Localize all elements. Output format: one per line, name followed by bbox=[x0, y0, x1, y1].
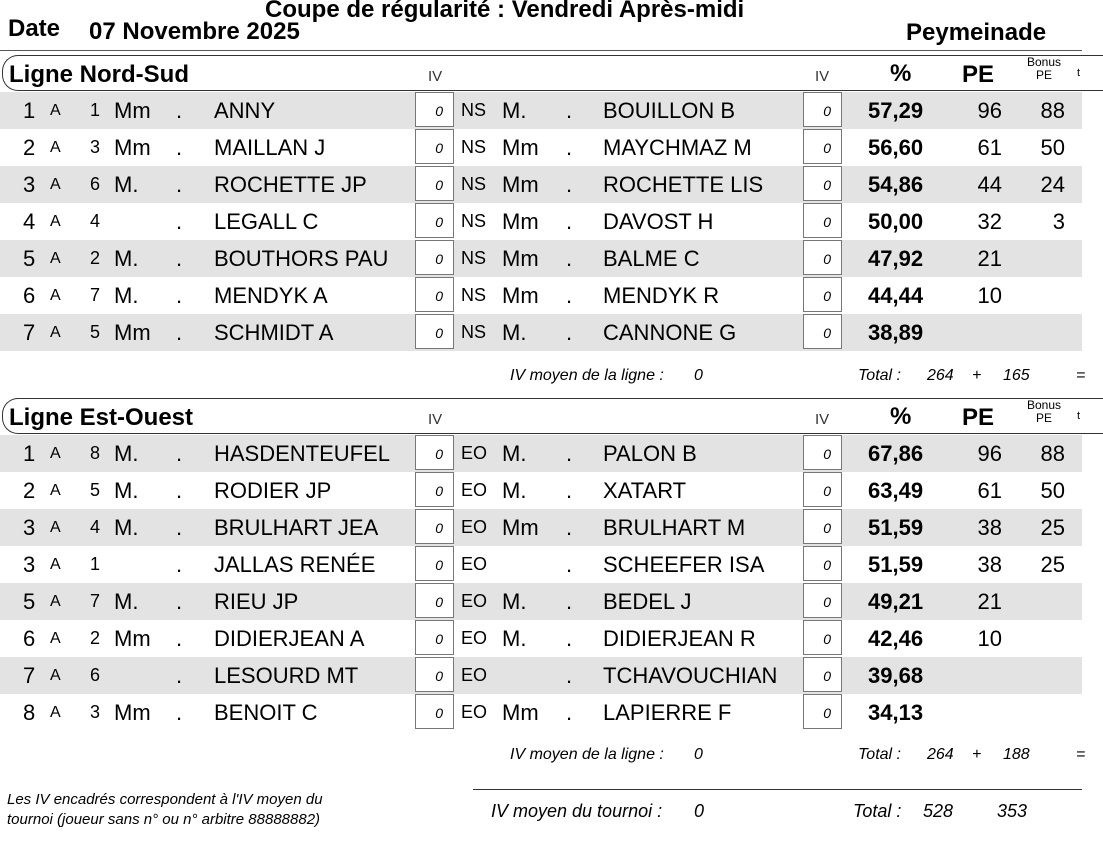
tournament-total-label: Total : bbox=[853, 801, 902, 821]
title-1: M. bbox=[114, 246, 139, 271]
dot-1: . bbox=[176, 246, 183, 271]
table-row bbox=[0, 435, 1082, 472]
tournament-total-pe: 528 bbox=[923, 801, 954, 821]
column-bonus-bottom: PE bbox=[1035, 68, 1052, 82]
section-title: Ligne Nord-Sud bbox=[9, 61, 189, 88]
title-2: Mm bbox=[502, 135, 539, 160]
iv-box-2: 0 bbox=[803, 509, 842, 544]
table-number: 1 bbox=[90, 554, 101, 574]
title-2: Mm bbox=[502, 246, 539, 271]
section-header bbox=[0, 55, 1082, 91]
dot-1: . bbox=[176, 135, 183, 160]
percentage: 34,13 bbox=[868, 700, 924, 725]
rank: 2 bbox=[23, 478, 36, 503]
iv-box-2: 0 bbox=[803, 694, 842, 729]
club-name: Peymeinade bbox=[906, 19, 1047, 46]
player-2-name: DAVOST H bbox=[603, 209, 714, 234]
iv-box-2: 0 bbox=[803, 657, 842, 692]
dot-2: . bbox=[566, 98, 573, 123]
player-2-name: MAYCHMAZ M bbox=[603, 135, 752, 160]
iv-box-2: 0 bbox=[803, 129, 842, 164]
iv-box-1: 0 bbox=[415, 694, 454, 729]
direction: NS bbox=[461, 322, 487, 342]
player-1-name: HASDENTEUFEL bbox=[214, 441, 391, 466]
dot-1: . bbox=[176, 283, 183, 308]
pe-points: 38 bbox=[977, 515, 1002, 540]
dot-1: . bbox=[176, 663, 183, 688]
iv-box-1: 0 bbox=[415, 129, 454, 164]
player-2-name: TCHAVOUCHIAN bbox=[603, 663, 778, 688]
table-number: 7 bbox=[90, 591, 101, 611]
title-1: M. bbox=[114, 441, 139, 466]
iv-box-2: 0 bbox=[803, 92, 842, 127]
player-flag: A bbox=[50, 630, 61, 647]
player-flag: A bbox=[50, 250, 61, 267]
player-flag: A bbox=[50, 519, 61, 536]
player-1-name: MAILLAN J bbox=[214, 135, 326, 160]
direction: NS bbox=[461, 285, 487, 305]
dot-2: . bbox=[566, 209, 573, 234]
player-2-name: BRULHART M bbox=[603, 515, 746, 540]
percentage: 51,59 bbox=[868, 515, 924, 540]
dot-1: . bbox=[176, 700, 183, 725]
dot-2: . bbox=[566, 589, 573, 614]
table-row bbox=[0, 509, 1082, 546]
column-iv-1: IV bbox=[428, 68, 443, 85]
dot-2: . bbox=[566, 172, 573, 197]
table-row bbox=[0, 546, 1082, 583]
player-1-name: DIDIERJEAN A bbox=[214, 626, 365, 651]
footnote-line-2: tournoi (joueur sans n° ou n° arbitre 88888882) bbox=[7, 811, 321, 828]
rank: 4 bbox=[23, 209, 36, 234]
title-2: Mm bbox=[502, 515, 539, 540]
iv-box-1: 0 bbox=[415, 620, 454, 655]
player-flag: A bbox=[50, 176, 61, 193]
player-2-name: PALON B bbox=[603, 441, 697, 466]
line-total-plus: + bbox=[972, 367, 982, 384]
table-row bbox=[0, 240, 1082, 277]
dot-1: . bbox=[176, 98, 183, 123]
player-1-name: BENOIT C bbox=[214, 700, 318, 725]
column-pe: PE bbox=[962, 404, 995, 431]
table-number: 7 bbox=[90, 285, 101, 305]
bonus-points: 88 bbox=[1040, 98, 1065, 123]
header-divider bbox=[0, 50, 1082, 51]
section-header bbox=[0, 398, 1082, 434]
iv-box-1: 0 bbox=[415, 546, 454, 581]
table-row bbox=[0, 92, 1082, 129]
iv-box-1: 0 bbox=[415, 435, 454, 470]
table-number: 3 bbox=[90, 702, 101, 722]
player-1-name: RIEU JP bbox=[214, 589, 299, 614]
bonus-points: 3 bbox=[1052, 209, 1065, 234]
title-1: M. bbox=[114, 589, 139, 614]
iv-box-1: 0 bbox=[415, 314, 454, 349]
bonus-points: 25 bbox=[1040, 515, 1065, 540]
dot-1: . bbox=[176, 515, 183, 540]
player-1-name: MENDYK A bbox=[214, 283, 328, 308]
title-2: M. bbox=[502, 626, 527, 651]
title-2: M. bbox=[502, 441, 527, 466]
player-1-name: SCHMIDT A bbox=[214, 320, 334, 345]
pe-points: 21 bbox=[977, 589, 1002, 614]
iv-box-2: 0 bbox=[803, 166, 842, 201]
table-row bbox=[0, 472, 1082, 509]
table-row bbox=[0, 583, 1082, 620]
percentage: 50,00 bbox=[868, 209, 924, 234]
line-total-equals: = bbox=[1076, 367, 1086, 384]
percentage: 44,44 bbox=[868, 283, 924, 308]
direction: EO bbox=[461, 591, 488, 611]
player-2-name: CANNONE G bbox=[603, 320, 737, 345]
iv-box-2: 0 bbox=[803, 314, 842, 349]
player-2-name: LAPIERRE F bbox=[603, 700, 732, 725]
direction: NS bbox=[461, 211, 487, 231]
column-pe: PE bbox=[962, 61, 995, 88]
table-number: 1 bbox=[90, 100, 101, 120]
iv-box-2: 0 bbox=[803, 583, 842, 618]
dot-2: . bbox=[566, 135, 573, 160]
rank: 3 bbox=[23, 515, 36, 540]
column-bonus bbox=[1022, 399, 1066, 425]
dot-2: . bbox=[566, 700, 573, 725]
pe-points: 10 bbox=[977, 283, 1002, 308]
percentage: 57,29 bbox=[868, 98, 924, 123]
percentage: 42,46 bbox=[868, 626, 924, 651]
direction: EO bbox=[461, 665, 488, 685]
table-row bbox=[0, 277, 1082, 314]
column-percent: % bbox=[890, 60, 912, 87]
column-extra: t bbox=[1077, 67, 1081, 79]
table-number: 5 bbox=[90, 322, 101, 342]
player-1-name: ANNY bbox=[214, 98, 276, 123]
title-1: Mm bbox=[114, 98, 151, 123]
direction: NS bbox=[461, 174, 487, 194]
pe-points: 32 bbox=[977, 209, 1002, 234]
player-flag: A bbox=[50, 213, 61, 230]
iv-box-1: 0 bbox=[415, 203, 454, 238]
line-total-label: Total : bbox=[858, 367, 901, 384]
title-1: M. bbox=[114, 515, 139, 540]
dot-2: . bbox=[566, 552, 573, 577]
player-2-name: BEDEL J bbox=[603, 589, 692, 614]
tournament-divider bbox=[473, 789, 1082, 790]
iv-box-2: 0 bbox=[803, 277, 842, 312]
player-1-name: RODIER JP bbox=[214, 478, 332, 503]
pe-points: 61 bbox=[977, 135, 1002, 160]
page-title: Coupe de régularité : Vendredi Après-midi bbox=[265, 0, 745, 23]
column-bonus-top: Bonus bbox=[1026, 398, 1062, 412]
bonus-points: 50 bbox=[1040, 478, 1065, 503]
direction: EO bbox=[461, 702, 488, 722]
percentage: 49,21 bbox=[868, 589, 924, 614]
player-1-name: BRULHART JEA bbox=[214, 515, 379, 540]
dot-1: . bbox=[176, 552, 183, 577]
iv-box-1: 0 bbox=[415, 657, 454, 692]
direction: EO bbox=[461, 628, 488, 648]
player-2-name: MENDYK R bbox=[603, 283, 720, 308]
pe-points: 44 bbox=[977, 172, 1002, 197]
player-1-name: BOUTHORS PAU bbox=[214, 246, 389, 271]
dot-2: . bbox=[566, 283, 573, 308]
iv-box-2: 0 bbox=[803, 546, 842, 581]
rank: 1 bbox=[23, 98, 36, 123]
iv-box-1: 0 bbox=[415, 509, 454, 544]
dot-2: . bbox=[566, 663, 573, 688]
direction: NS bbox=[461, 100, 487, 120]
percentage: 63,49 bbox=[868, 478, 924, 503]
percentage: 39,68 bbox=[868, 663, 924, 688]
direction: EO bbox=[461, 517, 488, 537]
player-flag: A bbox=[50, 102, 61, 119]
bonus-points: 50 bbox=[1040, 135, 1065, 160]
player-2-name: BALME C bbox=[603, 246, 700, 271]
pe-points: 21 bbox=[977, 246, 1002, 271]
table-row bbox=[0, 657, 1082, 694]
column-iv-1: IV bbox=[428, 411, 443, 428]
rank: 3 bbox=[23, 552, 36, 577]
rank: 5 bbox=[23, 589, 36, 614]
title-1: Mm bbox=[114, 700, 151, 725]
table-row bbox=[0, 694, 1082, 731]
title-2: M. bbox=[502, 589, 527, 614]
pe-points: 10 bbox=[977, 626, 1002, 651]
title-1: Mm bbox=[114, 626, 151, 651]
bonus-points: 25 bbox=[1040, 552, 1065, 577]
column-iv-2: IV bbox=[815, 68, 830, 85]
iv-box-1: 0 bbox=[415, 583, 454, 618]
line-total-plus: + bbox=[972, 746, 982, 763]
column-iv-2: IV bbox=[815, 411, 830, 428]
iv-box-2: 0 bbox=[803, 472, 842, 507]
table-number: 4 bbox=[90, 517, 101, 537]
direction: NS bbox=[461, 137, 487, 157]
percentage: 47,92 bbox=[868, 246, 924, 271]
section-title: Ligne Est-Ouest bbox=[9, 404, 194, 431]
title-2: M. bbox=[502, 478, 527, 503]
date-label: Date bbox=[8, 15, 61, 42]
footnote bbox=[7, 790, 323, 830]
percentage: 67,86 bbox=[868, 441, 924, 466]
dot-1: . bbox=[176, 172, 183, 197]
dot-1: . bbox=[176, 209, 183, 234]
player-flag: A bbox=[50, 139, 61, 156]
dot-1: . bbox=[176, 626, 183, 651]
iv-box-1: 0 bbox=[415, 166, 454, 201]
dot-2: . bbox=[566, 246, 573, 271]
rank: 7 bbox=[23, 320, 36, 345]
rank: 5 bbox=[23, 246, 36, 271]
direction: NS bbox=[461, 248, 487, 268]
line-total-bonus: 188 bbox=[1003, 746, 1030, 763]
bonus-points: 24 bbox=[1040, 172, 1065, 197]
rank: 7 bbox=[23, 663, 36, 688]
title-1: M. bbox=[114, 283, 139, 308]
title-2: Mm bbox=[502, 172, 539, 197]
player-1-name: LEGALL C bbox=[214, 209, 319, 234]
player-flag: A bbox=[50, 324, 61, 341]
player-2-name: XATART bbox=[603, 478, 687, 503]
title-2: M. bbox=[502, 320, 527, 345]
percentage: 56,60 bbox=[868, 135, 924, 160]
table-number: 6 bbox=[90, 174, 101, 194]
title-1: Mm bbox=[114, 135, 151, 160]
table-number: 3 bbox=[90, 137, 101, 157]
title-1: M. bbox=[114, 172, 139, 197]
column-bonus-bottom: PE bbox=[1035, 411, 1052, 425]
percentage: 38,89 bbox=[868, 320, 924, 345]
table-number: 6 bbox=[90, 665, 101, 685]
table-row bbox=[0, 314, 1082, 351]
iv-box-2: 0 bbox=[803, 620, 842, 655]
title-1: M. bbox=[114, 478, 139, 503]
line-iv-value: 0 bbox=[694, 746, 703, 763]
pe-points: 61 bbox=[977, 478, 1002, 503]
date-value: 07 Novembre 2025 bbox=[89, 18, 300, 45]
rank: 8 bbox=[23, 700, 36, 725]
tournament-iv-value: 0 bbox=[694, 801, 705, 821]
rank: 6 bbox=[23, 626, 36, 651]
title-2: M. bbox=[502, 98, 527, 123]
player-flag: A bbox=[50, 287, 61, 304]
player-2-name: ROCHETTE LIS bbox=[603, 172, 764, 197]
dot-2: . bbox=[566, 441, 573, 466]
iv-box-2: 0 bbox=[803, 435, 842, 470]
table-row bbox=[0, 203, 1082, 240]
direction: EO bbox=[461, 554, 488, 574]
dot-2: . bbox=[566, 626, 573, 651]
line-iv-label: IV moyen de la ligne : bbox=[510, 367, 664, 384]
title-1: Mm bbox=[114, 320, 151, 345]
dot-2: . bbox=[566, 320, 573, 345]
table-number: 2 bbox=[90, 628, 101, 648]
tournament-iv-label: IV moyen du tournoi : bbox=[491, 801, 663, 821]
table-number: 2 bbox=[90, 248, 101, 268]
tournament-total-bonus: 353 bbox=[997, 801, 1028, 821]
title-2: Mm bbox=[502, 700, 539, 725]
player-1-name: LESOURD MT bbox=[214, 663, 359, 688]
bonus-points: 88 bbox=[1040, 441, 1065, 466]
line-total-pe: 264 bbox=[927, 367, 954, 384]
column-extra: t bbox=[1077, 410, 1081, 422]
dot-1: . bbox=[176, 478, 183, 503]
title-2: Mm bbox=[502, 209, 539, 234]
player-flag: A bbox=[50, 445, 61, 462]
percentage: 51,59 bbox=[868, 552, 924, 577]
dot-1: . bbox=[176, 441, 183, 466]
player-1-name: ROCHETTE JP bbox=[214, 172, 367, 197]
direction: EO bbox=[461, 480, 488, 500]
line-total-label: Total : bbox=[858, 746, 901, 763]
player-2-name: BOUILLON B bbox=[603, 98, 736, 123]
line-iv-value: 0 bbox=[694, 367, 703, 384]
column-bonus bbox=[1022, 56, 1066, 82]
iv-box-1: 0 bbox=[415, 92, 454, 127]
player-2-name: DIDIERJEAN R bbox=[603, 626, 756, 651]
iv-box-1: 0 bbox=[415, 472, 454, 507]
iv-box-2: 0 bbox=[803, 203, 842, 238]
player-flag: A bbox=[50, 704, 61, 721]
table-number: 8 bbox=[90, 443, 101, 463]
percentage: 54,86 bbox=[868, 172, 924, 197]
table-row bbox=[0, 129, 1082, 166]
iv-box-2: 0 bbox=[803, 240, 842, 275]
player-flag: A bbox=[50, 556, 61, 573]
title-2: Mm bbox=[502, 283, 539, 308]
rank: 1 bbox=[23, 441, 36, 466]
table-number: 5 bbox=[90, 480, 101, 500]
iv-box-1: 0 bbox=[415, 240, 454, 275]
line-total-equals: = bbox=[1076, 746, 1086, 763]
dot-1: . bbox=[176, 589, 183, 614]
pe-points: 96 bbox=[977, 441, 1002, 466]
line-total-pe: 264 bbox=[927, 746, 954, 763]
table-row bbox=[0, 620, 1082, 657]
rank: 6 bbox=[23, 283, 36, 308]
dot-2: . bbox=[566, 478, 573, 503]
column-bonus-top: Bonus bbox=[1026, 55, 1062, 69]
table-number: 4 bbox=[90, 211, 101, 231]
footnote-line-1: Les IV encadrés correspondent à l'IV moyen du bbox=[7, 791, 323, 808]
rank: 2 bbox=[23, 135, 36, 160]
player-flag: A bbox=[50, 667, 61, 684]
player-1-name: JALLAS RENÉE bbox=[214, 552, 376, 577]
line-total-bonus: 165 bbox=[1003, 367, 1030, 384]
iv-box-1: 0 bbox=[415, 277, 454, 312]
direction: EO bbox=[461, 443, 488, 463]
pe-points: 96 bbox=[977, 98, 1002, 123]
pe-points: 38 bbox=[977, 552, 1002, 577]
dot-2: . bbox=[566, 515, 573, 540]
player-flag: A bbox=[50, 593, 61, 610]
rank: 3 bbox=[23, 172, 36, 197]
player-2-name: SCHEEFER ISA bbox=[603, 552, 765, 577]
line-iv-label: IV moyen de la ligne : bbox=[510, 746, 664, 763]
column-percent: % bbox=[890, 403, 912, 430]
player-flag: A bbox=[50, 482, 61, 499]
table-row bbox=[0, 166, 1082, 203]
dot-1: . bbox=[176, 320, 183, 345]
